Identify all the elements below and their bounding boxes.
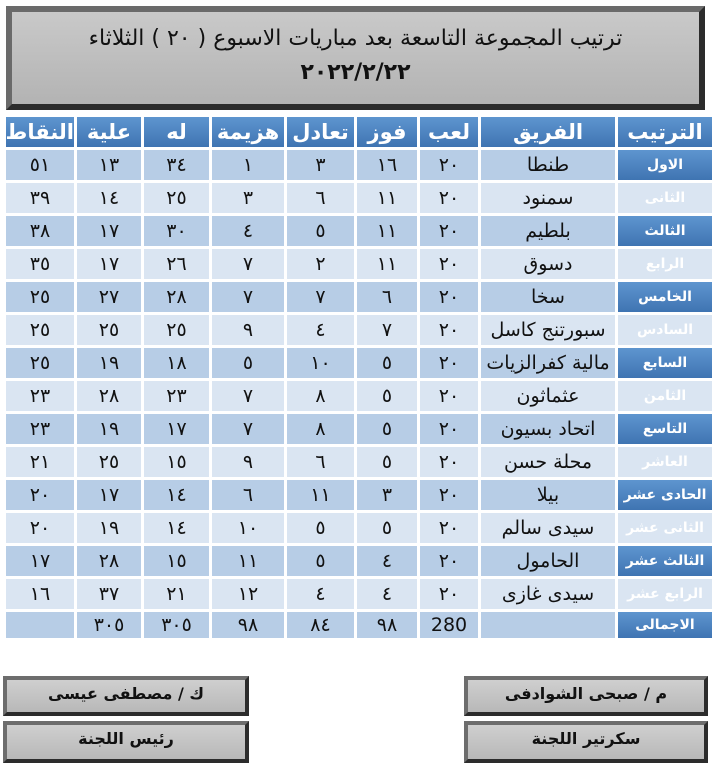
- column-header: النقاط: [6, 117, 74, 147]
- points-cell: ٣٨: [6, 216, 74, 246]
- table-row: [6, 249, 712, 279]
- goals-against-cell: ١٤: [77, 183, 141, 213]
- goals-against-cell: ١٩: [77, 414, 141, 444]
- table-row: [6, 282, 712, 312]
- secretary-name-box: [464, 676, 708, 716]
- table-row: [6, 183, 712, 213]
- secretary-title-box: [464, 721, 708, 763]
- table-row: [6, 546, 712, 576]
- won-cell: ٥: [357, 414, 417, 444]
- team-name: سيدى غازى: [481, 579, 615, 609]
- totals-goals-against: ٣٠٥: [77, 612, 141, 638]
- table-row: [6, 315, 712, 345]
- team-name: عثماثون: [481, 381, 615, 411]
- drawn-cell: ٥: [287, 546, 354, 576]
- played-cell: ٢٠: [420, 249, 478, 279]
- drawn-cell: ٨: [287, 414, 354, 444]
- points-cell: ٢٥: [6, 282, 74, 312]
- rank-cell: السادس: [618, 315, 712, 345]
- rank-cell: الاول: [618, 150, 712, 180]
- rank-cell: التاسع: [618, 414, 712, 444]
- lost-cell: ٦: [212, 480, 284, 510]
- won-cell: ٤: [357, 579, 417, 609]
- points-cell: ٥١: [6, 150, 74, 180]
- won-cell: ١١: [357, 183, 417, 213]
- drawn-cell: ٣: [287, 150, 354, 180]
- totals-goals-for: ٣٠٥: [144, 612, 209, 638]
- won-cell: ٥: [357, 348, 417, 378]
- points-cell: ٢٣: [6, 414, 74, 444]
- won-cell: ٥: [357, 447, 417, 477]
- played-cell: ٢٠: [420, 414, 478, 444]
- points-cell: ٢٠: [6, 513, 74, 543]
- lost-cell: ٧: [212, 282, 284, 312]
- lost-cell: ٣: [212, 183, 284, 213]
- team-name: سمنود: [481, 183, 615, 213]
- played-cell: ٢٠: [420, 183, 478, 213]
- goals-for-cell: ٣٠: [144, 216, 209, 246]
- table-row: [6, 579, 712, 609]
- totals-lost: ٩٨: [212, 612, 284, 638]
- goals-against-cell: ١٣: [77, 150, 141, 180]
- won-cell: ١١: [357, 249, 417, 279]
- played-cell: ٢٠: [420, 381, 478, 411]
- points-cell: ٣٥: [6, 249, 74, 279]
- goals-for-cell: ١٤: [144, 480, 209, 510]
- lost-cell: ١: [212, 150, 284, 180]
- totals-label: الاجمالى: [618, 612, 712, 638]
- header-row: [6, 117, 712, 147]
- drawn-cell: ٦: [287, 447, 354, 477]
- lost-cell: ١٠: [212, 513, 284, 543]
- page-date: ٢٠٢٢/٢/٢٢: [300, 60, 411, 85]
- rank-cell: الثانى عشر: [618, 513, 712, 543]
- played-cell: ٢٠: [420, 348, 478, 378]
- table-row: [6, 348, 712, 378]
- chairman-title-box: [3, 721, 249, 763]
- team-name: سخا: [481, 282, 615, 312]
- goals-for-cell: ٢١: [144, 579, 209, 609]
- lost-cell: ١٢: [212, 579, 284, 609]
- points-cell: ٢٥: [6, 348, 74, 378]
- won-cell: ٤: [357, 546, 417, 576]
- points-cell: ٢١: [6, 447, 74, 477]
- lost-cell: ٤: [212, 216, 284, 246]
- chairman-name-box: [3, 676, 249, 716]
- played-cell: ٢٠: [420, 579, 478, 609]
- team-name: بلطيم: [481, 216, 615, 246]
- won-cell: ٣: [357, 480, 417, 510]
- goals-against-cell: ١٧: [77, 480, 141, 510]
- goals-for-cell: ٢٣: [144, 381, 209, 411]
- goals-against-cell: ٢٥: [77, 447, 141, 477]
- table-row: [6, 480, 712, 510]
- chairman-title: رئيس اللجنة: [78, 729, 174, 748]
- standings-body: [6, 150, 712, 609]
- played-cell: ٢٠: [420, 546, 478, 576]
- column-header: فوز: [357, 117, 417, 147]
- goals-against-cell: ١٧: [77, 249, 141, 279]
- table-row: [6, 150, 712, 180]
- goals-for-cell: ٢٦: [144, 249, 209, 279]
- column-header: هزيمة: [212, 117, 284, 147]
- points-cell: ٢٥: [6, 315, 74, 345]
- rank-cell: الرابع: [618, 249, 712, 279]
- totals-drawn: ٨٤: [287, 612, 354, 638]
- secretary-name: م / صبحى الشوادفى: [504, 684, 668, 703]
- drawn-cell: ٨: [287, 381, 354, 411]
- lost-cell: ٧: [212, 249, 284, 279]
- lost-cell: ٩: [212, 315, 284, 345]
- rank-cell: السابع: [618, 348, 712, 378]
- goals-against-cell: ٢٨: [77, 381, 141, 411]
- team-name: بيلا: [481, 480, 615, 510]
- drawn-cell: ٦: [287, 183, 354, 213]
- column-header: الترتيب: [618, 117, 712, 147]
- played-cell: ٢٠: [420, 480, 478, 510]
- won-cell: ٥: [357, 513, 417, 543]
- chairman-name: ك / مصطفى عيسى: [47, 684, 205, 703]
- totals-won: ٩٨: [357, 612, 417, 638]
- column-header: علية: [77, 117, 141, 147]
- goals-against-cell: ٣٧: [77, 579, 141, 609]
- drawn-cell: ٥: [287, 513, 354, 543]
- totals-played: 280: [420, 612, 478, 638]
- goals-for-cell: ١٥: [144, 447, 209, 477]
- goals-against-cell: ٢٥: [77, 315, 141, 345]
- won-cell: ٧: [357, 315, 417, 345]
- drawn-cell: ٧: [287, 282, 354, 312]
- goals-against-cell: ٢٧: [77, 282, 141, 312]
- drawn-cell: ٤: [287, 315, 354, 345]
- totals-team-cell: [481, 612, 615, 638]
- points-cell: ٣٩: [6, 183, 74, 213]
- won-cell: ١٦: [357, 150, 417, 180]
- rank-cell: العاشر: [618, 447, 712, 477]
- drawn-cell: ٢: [287, 249, 354, 279]
- table-row: [6, 381, 712, 411]
- played-cell: ٢٠: [420, 315, 478, 345]
- lost-cell: ٩: [212, 447, 284, 477]
- column-header: تعادل: [287, 117, 354, 147]
- goals-for-cell: ٢٥: [144, 183, 209, 213]
- totals-points: [6, 612, 74, 638]
- goals-against-cell: ١٩: [77, 348, 141, 378]
- played-cell: ٢٠: [420, 216, 478, 246]
- points-cell: ٢٠: [6, 480, 74, 510]
- lost-cell: ٥: [212, 348, 284, 378]
- rank-cell: الثالث: [618, 216, 712, 246]
- table-row: [6, 447, 712, 477]
- goals-for-cell: ٢٨: [144, 282, 209, 312]
- played-cell: ٢٠: [420, 282, 478, 312]
- drawn-cell: ٤: [287, 579, 354, 609]
- table-row: [6, 513, 712, 543]
- team-name: الحامول: [481, 546, 615, 576]
- rank-cell: الحادى عشر: [618, 480, 712, 510]
- team-name: مالية كفرالزيات: [481, 348, 615, 378]
- column-header: له: [144, 117, 209, 147]
- goals-against-cell: ٢٨: [77, 546, 141, 576]
- goals-for-cell: ١٧: [144, 414, 209, 444]
- rank-cell: الرابع عشر: [618, 579, 712, 609]
- won-cell: ٥: [357, 381, 417, 411]
- title-banner: [6, 6, 705, 110]
- table-row: [6, 216, 712, 246]
- goals-for-cell: ٣٤: [144, 150, 209, 180]
- goals-for-cell: ٢٥: [144, 315, 209, 345]
- column-header: الفريق: [481, 117, 615, 147]
- points-cell: ١٦: [6, 579, 74, 609]
- goals-for-cell: ١٨: [144, 348, 209, 378]
- page-title: ترتيب المجموعة التاسعة بعد مباريات الاسبوع ( ٢٠ ) الثلاثاء: [88, 26, 623, 51]
- played-cell: ٢٠: [420, 447, 478, 477]
- goals-for-cell: ١٤: [144, 513, 209, 543]
- won-cell: ٦: [357, 282, 417, 312]
- totals-row: [6, 612, 712, 638]
- rank-cell: الثانى: [618, 183, 712, 213]
- team-name: سيدى سالم: [481, 513, 615, 543]
- goals-against-cell: ١٩: [77, 513, 141, 543]
- team-name: دسوق: [481, 249, 615, 279]
- standings-table: [3, 114, 713, 641]
- rank-cell: الخامس: [618, 282, 712, 312]
- team-name: اتحاد بسيون: [481, 414, 615, 444]
- lost-cell: ٧: [212, 414, 284, 444]
- drawn-cell: ١٠: [287, 348, 354, 378]
- goals-for-cell: ١٥: [144, 546, 209, 576]
- played-cell: ٢٠: [420, 150, 478, 180]
- goals-against-cell: ١٧: [77, 216, 141, 246]
- team-name: محلة حسن: [481, 447, 615, 477]
- rank-cell: الثالث عشر: [618, 546, 712, 576]
- rank-cell: الثامن: [618, 381, 712, 411]
- played-cell: ٢٠: [420, 513, 478, 543]
- won-cell: ١١: [357, 216, 417, 246]
- drawn-cell: ١١: [287, 480, 354, 510]
- team-name: طنطا: [481, 150, 615, 180]
- column-header: لعب: [420, 117, 478, 147]
- table-row: [6, 414, 712, 444]
- lost-cell: ٧: [212, 381, 284, 411]
- lost-cell: ١١: [212, 546, 284, 576]
- drawn-cell: ٥: [287, 216, 354, 246]
- team-name: سبورتنج كاسل: [481, 315, 615, 345]
- points-cell: ١٧: [6, 546, 74, 576]
- secretary-title: سكرتير اللجنة: [531, 729, 641, 748]
- points-cell: ٢٣: [6, 381, 74, 411]
